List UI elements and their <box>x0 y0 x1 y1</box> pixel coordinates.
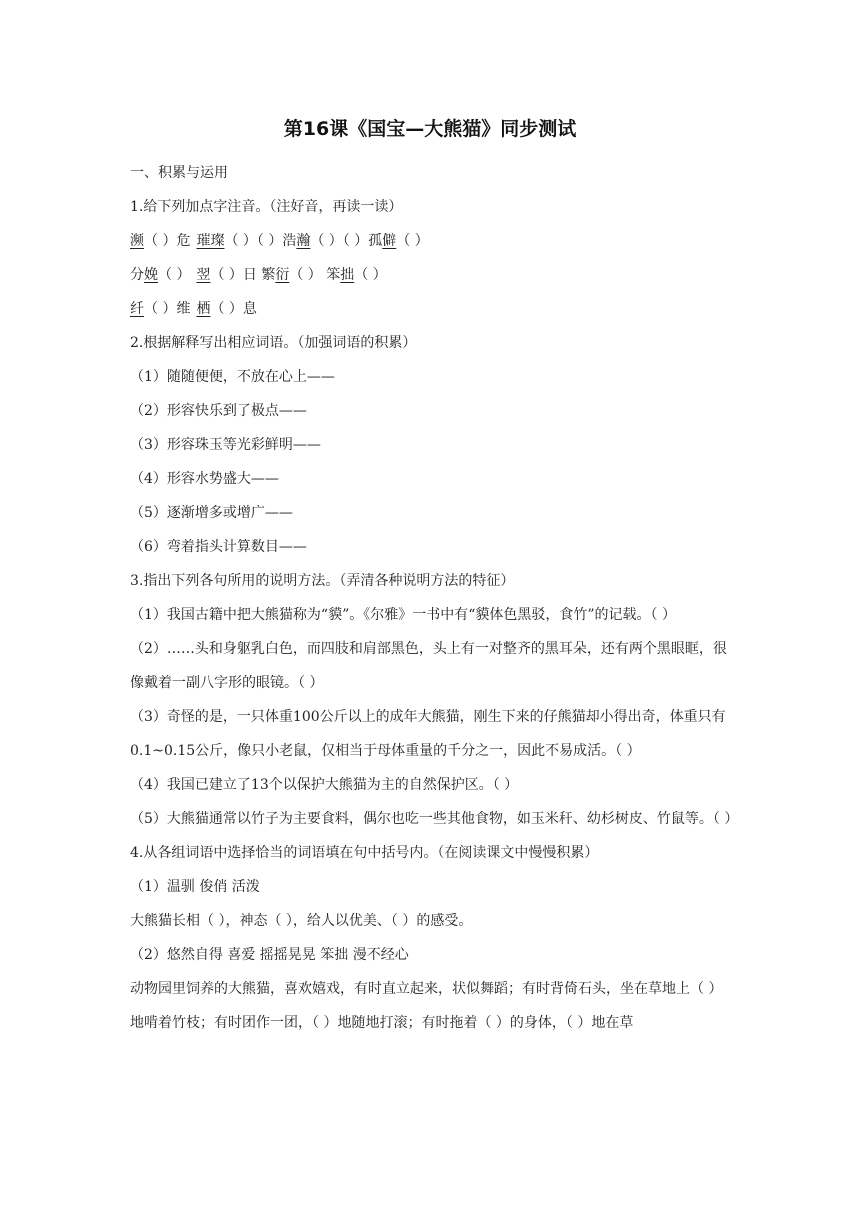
dotted-char: 璀璨 <box>196 233 225 249</box>
question-2-item: （1）随随便便，不放在心上—— <box>130 369 335 385</box>
dotted-char: 僻 <box>382 233 397 249</box>
question-4-group-1-sentence: 大熊猫长相（ ），神态（ ），给人以优美、（ ）的感受。 <box>130 913 473 929</box>
question-1-line-3: 纤（ ）维 栖（ ）息 <box>130 301 257 317</box>
question-3-item: （1）我国古籍中把大熊猫称为“貘”。《尔雅》一书中有“貘体色黑驳，食竹”的记载。（ ） <box>130 607 676 623</box>
question-4-stem: 4.从各组词语中选择恰当的词语填在句中括号内。（在阅读课文中慢慢积累） <box>130 845 599 861</box>
section-heading: 一、积累与运用 <box>130 165 228 181</box>
question-4-group-2-words: （2）悠然自得 喜爱 摇摇晃晃 笨拙 漫不经心 <box>130 947 409 963</box>
dotted-char: 栖 <box>196 301 211 317</box>
question-3-stem: 3.指出下列各句所用的说明方法。（弄清各种说明方法的特征） <box>130 573 515 589</box>
question-3-item: （3）奇怪的是，一只体重100公斤以上的成年大熊猫，刚生下来的仔熊猫却小得出奇，体重只有0.1~0.15公斤，像只小老鼠，仅相当于母体重量的千分之一，因此不易成活。（ ） <box>130 709 726 759</box>
question-4-group-2-sentence: 动物园里饲养的大熊猫，喜欢嬉戏，有时直立起来，状似舞蹈；有时背倚石头，坐在草地上（ ）地啃着竹枝；有时团作一团，（ ）地随地打滚；有时拖着（ ）的身体，（ ）地在草 <box>130 981 723 1031</box>
question-1-stem: 1.给下列加点字注音。（注好音，再读一读） <box>130 199 403 215</box>
question-2-item: （6）弯着指头计算数目—— <box>130 539 307 555</box>
dotted-char: 瀚 <box>296 233 311 249</box>
dotted-char: 翌 <box>196 267 211 283</box>
question-4-group-1-words: （1）温驯 俊俏 活泼 <box>130 879 260 895</box>
question-2-item: （2）形容快乐到了极点—— <box>130 403 307 419</box>
question-3-item: （2）……头和身躯乳白色，而四肢和肩部黑色，头上有一对整齐的黑耳朵，还有两个黑眼眶，很像戴着一副八字形的眼镜。（ ） <box>130 641 727 691</box>
question-2-item: （5）逐渐增多或增广—— <box>130 505 293 521</box>
page-title: 第16课《国宝—大熊猫》同步测试 <box>283 118 577 140</box>
dotted-char: 濒 <box>130 233 144 249</box>
question-2-item: （3）形容珠玉等光彩鲜明—— <box>130 437 321 453</box>
question-2-stem: 2.根据解释写出相应词语。（加强词语的积累） <box>130 335 417 351</box>
question-2-item: （4）形容水势盛大—— <box>130 471 279 487</box>
dotted-char: 衍 <box>275 267 290 283</box>
dotted-char: 娩 <box>144 267 158 283</box>
question-1-line-2: 分娩（ ） 翌（ ）日 繁衍（ ） 笨拙（ ） <box>130 267 387 283</box>
question-3-item: （5）大熊猫通常以竹子为主要食料，偶尔也吃一些其他食物，如玉米秆、幼杉树皮、竹鼠等。（ ） <box>130 811 739 827</box>
question-3-item: （4）我国已建立了13个以保护大熊猫为主的自然保护区。（ ） <box>130 777 519 793</box>
dotted-char: 纤 <box>130 301 144 317</box>
document-body <box>130 156 739 1040</box>
dotted-char: 拙 <box>340 267 355 283</box>
question-1-line-1: 濒（ ）危 璀璨（ ）（ ）浩瀚（ ）（ ）孤僻（ ） <box>130 233 429 249</box>
